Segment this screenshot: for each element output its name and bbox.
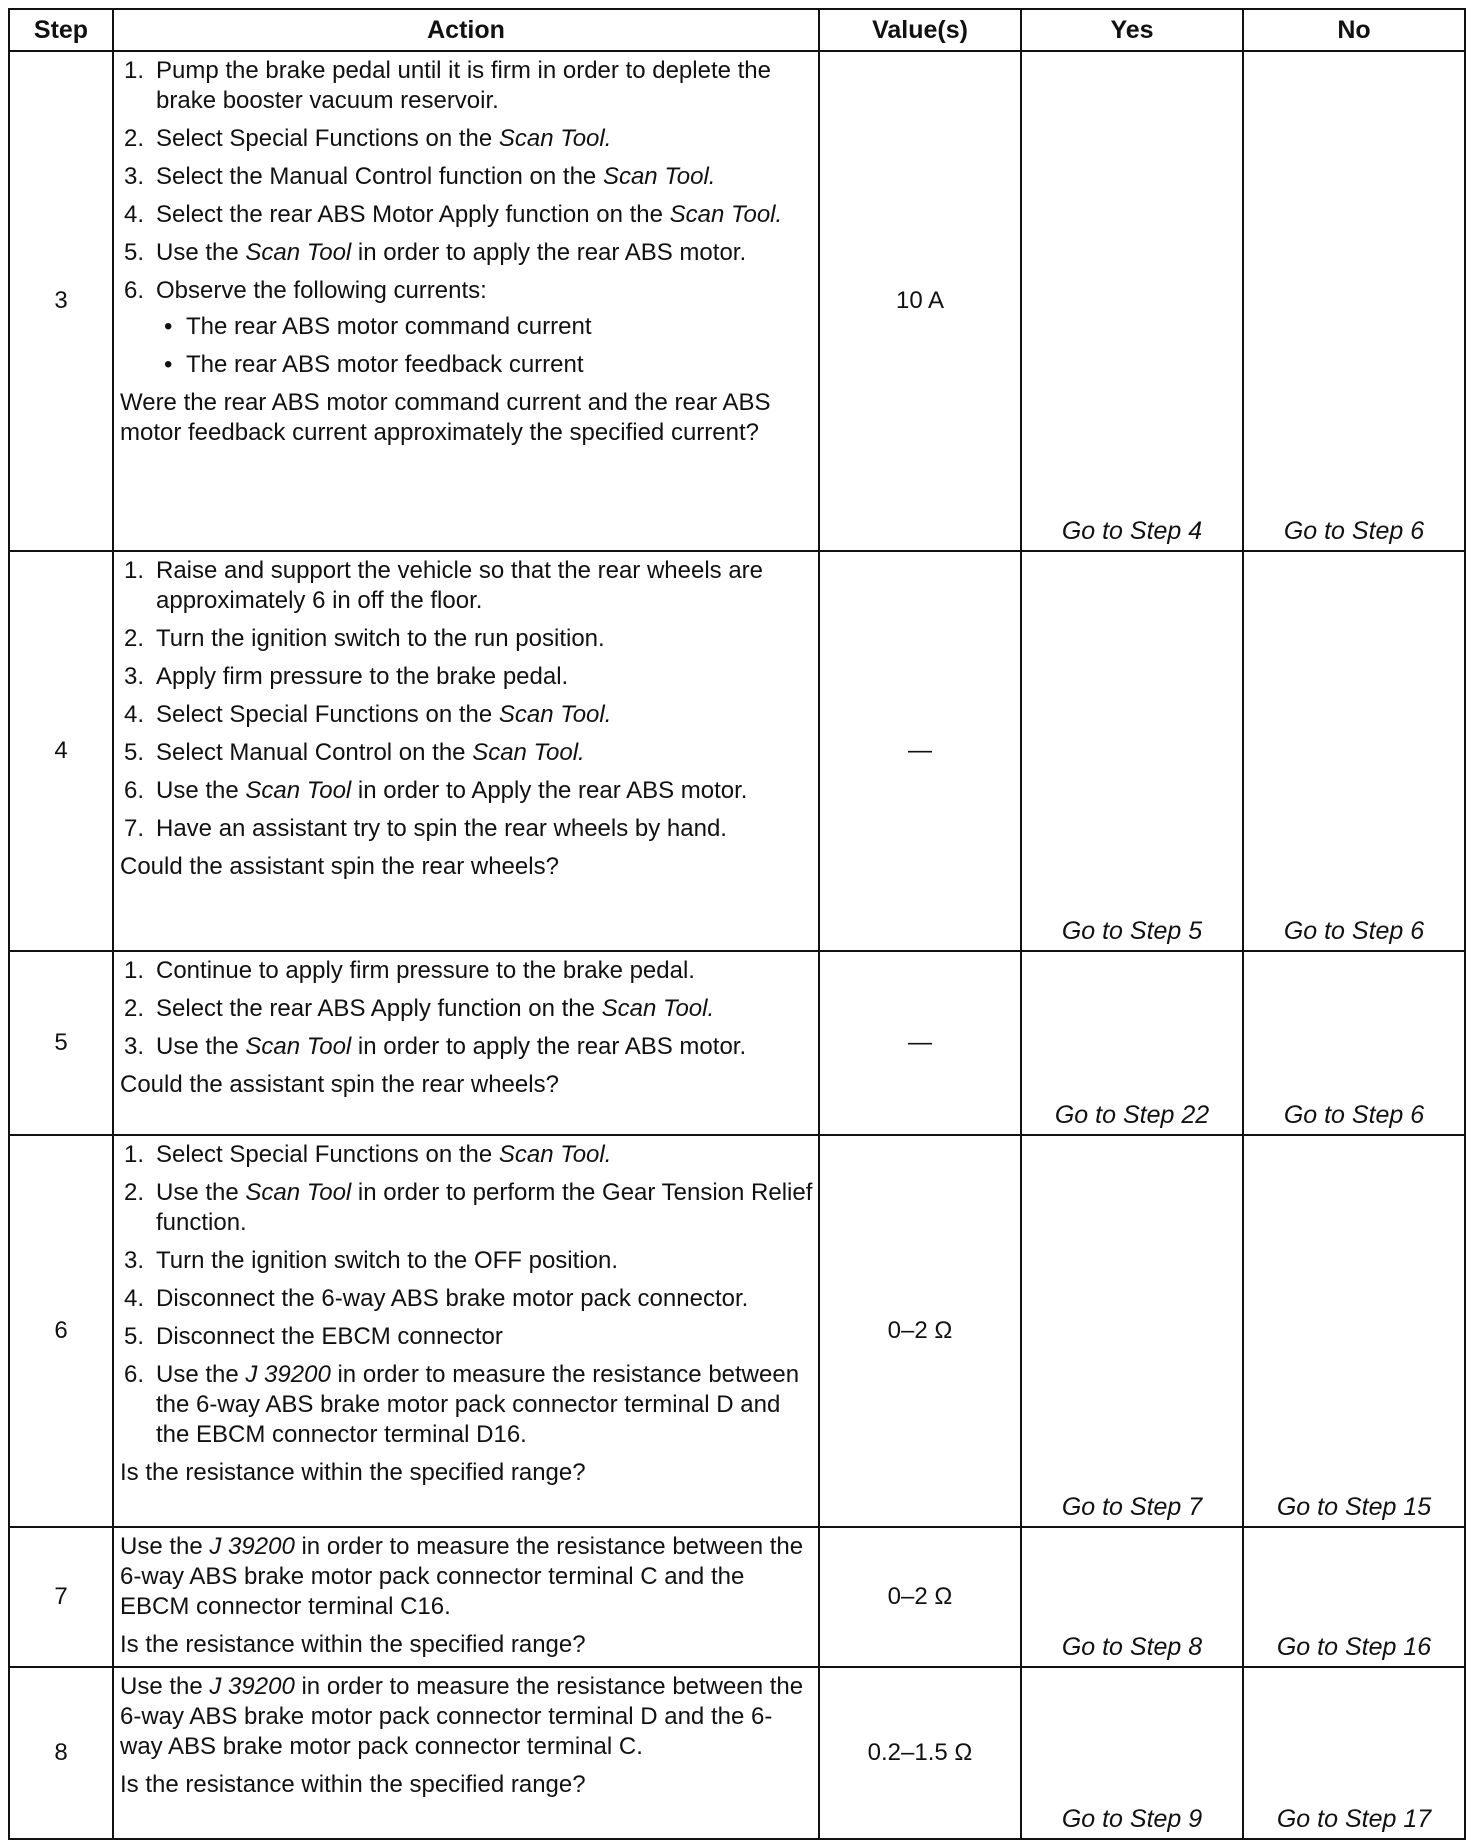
no-goto: Go to Step 16 xyxy=(1243,1527,1465,1667)
italic-term: Scan Tool. xyxy=(498,125,612,152)
action-step-text: Continue to apply firm pressure to the brake pedal. xyxy=(156,957,695,984)
action-step xyxy=(124,276,814,380)
action-cell xyxy=(113,51,819,551)
value-cell: 10 A xyxy=(819,51,1021,551)
question-text: Were the rear ABS motor command current and the rear ABS motor feedback current approximately the specified current? xyxy=(120,389,771,446)
action-step-text: Use the J 39200 in order to measure the resistance between the 6-way ABS brake motor pack connector terminal D and the EBCM connector terminal D16. xyxy=(156,1361,800,1448)
italic-term: Scan Tool. xyxy=(472,739,585,766)
header-action: Action xyxy=(113,9,819,51)
table-row xyxy=(9,551,1465,951)
table-body xyxy=(9,51,1465,1839)
action-cell xyxy=(113,1667,819,1839)
table-row xyxy=(9,1135,1465,1527)
italic-term: Scan Tool. xyxy=(602,163,716,190)
action-step-number: 5. xyxy=(124,239,145,266)
action-step-number: 5. xyxy=(124,739,145,766)
action-step-text: Have an assistant try to spin the rear wheels by hand. xyxy=(156,815,727,842)
step-number: 7 xyxy=(9,1527,113,1667)
action-step-text: Apply firm pressure to the brake pedal. xyxy=(156,663,569,690)
action-step-number: 4. xyxy=(124,701,145,728)
action-step-number: 7. xyxy=(124,815,145,842)
action-step xyxy=(124,1246,814,1276)
action-step xyxy=(124,814,814,844)
action-step-text: Select Special Functions on the Scan Tool. xyxy=(156,1141,612,1168)
action-step xyxy=(124,776,814,806)
action-steps xyxy=(118,1140,814,1450)
yes-goto: Go to Step 8 xyxy=(1021,1527,1243,1667)
action-step-number: 1. xyxy=(124,57,145,84)
yes-goto: Go to Step 9 xyxy=(1021,1667,1243,1839)
step-number: 4 xyxy=(9,551,113,951)
action-step-text: Use the Scan Tool in order to apply the rear ABS motor. xyxy=(156,1033,747,1060)
yes-goto: Go to Step 7 xyxy=(1021,1135,1243,1527)
action-step-number: 3. xyxy=(124,163,145,190)
italic-term: Scan Tool. xyxy=(601,995,715,1022)
italic-term: Scan Tool xyxy=(245,239,352,266)
action-step xyxy=(124,124,814,154)
italic-term: J 39200 xyxy=(209,1673,295,1700)
table-row xyxy=(9,1527,1465,1667)
question-text: Is the resistance within the specified range? xyxy=(120,1459,586,1486)
action-step xyxy=(124,700,814,730)
step-number: 6 xyxy=(9,1135,113,1527)
action-step xyxy=(124,1360,814,1450)
action-step-text: Use the Scan Tool in order to apply the rear ABS motor. xyxy=(156,239,747,266)
action-step-number: 4. xyxy=(124,1285,145,1312)
action-step xyxy=(124,1140,814,1170)
yes-goto: Go to Step 22 xyxy=(1021,951,1243,1135)
value-cell: 0.2–1.5 Ω xyxy=(819,1667,1021,1839)
header-values: Value(s) xyxy=(819,9,1021,51)
question-text: Could the assistant spin the rear wheels? xyxy=(120,853,559,880)
bullet-item: • The rear ABS motor command current xyxy=(186,312,814,342)
action-step-number: 6. xyxy=(124,777,145,804)
action-step-number: 6. xyxy=(124,1361,145,1388)
action-step-text: Observe the following currents: xyxy=(156,277,487,304)
action-steps xyxy=(118,56,814,380)
action-step xyxy=(124,662,814,692)
action-step-number: 6. xyxy=(124,277,145,304)
action-step-number: 1. xyxy=(124,557,145,584)
action-step-text: Select Special Functions on the Scan Tool. xyxy=(156,125,612,152)
action-step-text: Select Manual Control on the Scan Tool. xyxy=(156,739,585,766)
no-goto: Go to Step 6 xyxy=(1243,51,1465,551)
action-step-text: Select the rear ABS Motor Apply function on the Scan Tool. xyxy=(156,201,783,228)
action-step xyxy=(124,238,814,268)
value-cell: 0–2 Ω xyxy=(819,1527,1021,1667)
action-step-number: 2. xyxy=(124,995,145,1022)
action-step-text: Turn the ignition switch to the run position. xyxy=(156,625,605,652)
action-step-number: 3. xyxy=(124,663,145,690)
action-step-text: Raise and support the vehicle so that the rear wheels are approximately 6 in off the floor. xyxy=(156,557,764,614)
italic-term: Scan Tool xyxy=(245,1033,352,1060)
action-cell xyxy=(113,1527,819,1667)
action-step-text: Select the rear ABS Apply function on the Scan Tool. xyxy=(156,995,715,1022)
action-cell xyxy=(113,951,819,1135)
no-goto: Go to Step 17 xyxy=(1243,1667,1465,1839)
action-step xyxy=(124,56,814,116)
action-step-number: 1. xyxy=(124,1141,145,1168)
italic-term: Scan Tool. xyxy=(669,201,783,228)
question-text: Is the resistance within the specified range? xyxy=(120,1631,586,1658)
table-row xyxy=(9,951,1465,1135)
table-row xyxy=(9,1667,1465,1839)
header-step: Step xyxy=(9,9,113,51)
action-step xyxy=(124,738,814,768)
action-steps xyxy=(118,956,814,1062)
header-yes: Yes xyxy=(1021,9,1243,51)
action-step-text: Select the Manual Control function on the Scan Tool. xyxy=(156,163,716,190)
value-cell: — xyxy=(819,951,1021,1135)
action-step-number: 3. xyxy=(124,1033,145,1060)
italic-term: Scan Tool xyxy=(245,1179,352,1206)
action-step xyxy=(124,624,814,654)
action-steps xyxy=(118,556,814,844)
action-step-text: Disconnect the 6-way ABS brake motor pack connector. xyxy=(156,1285,749,1312)
action-cell xyxy=(113,551,819,951)
italic-term: Scan Tool. xyxy=(498,1141,612,1168)
no-goto: Go to Step 6 xyxy=(1243,551,1465,951)
header-row xyxy=(9,9,1465,51)
italic-term: J 39200 xyxy=(209,1533,295,1560)
action-step-text: Use the Scan Tool in order to perform the Gear Tension Relief function. xyxy=(156,1179,813,1236)
action-text: Use the J 39200 in order to measure the resistance between the 6-way ABS brake motor pack connector terminal D and the 6-way ABS brake motor pack connector terminal C. xyxy=(120,1673,804,1760)
action-step xyxy=(124,1322,814,1352)
action-cell xyxy=(113,1135,819,1527)
diagnostic-table xyxy=(8,8,1466,1840)
action-step-number: 2. xyxy=(124,1179,145,1206)
action-step-text: Use the Scan Tool in order to Apply the rear ABS motor. xyxy=(156,777,748,804)
table-row xyxy=(9,51,1465,551)
action-step xyxy=(124,200,814,230)
action-step-text: Select Special Functions on the Scan Tool. xyxy=(156,701,612,728)
italic-term: J 39200 xyxy=(245,1361,331,1388)
action-step-number: 2. xyxy=(124,625,145,652)
action-text: Use the J 39200 in order to measure the resistance between the 6-way ABS brake motor pack connector terminal C and the EBCM connector terminal C16. xyxy=(120,1533,804,1620)
action-step xyxy=(124,1284,814,1314)
action-step xyxy=(124,162,814,192)
action-step-number: 4. xyxy=(124,201,145,228)
action-step-text: Pump the brake pedal until it is firm in order to deplete the brake booster vacuum reservoir. xyxy=(156,57,771,114)
action-step-text: Disconnect the EBCM connector xyxy=(156,1323,503,1350)
question-text: Could the assistant spin the rear wheels? xyxy=(120,1071,559,1098)
step-number: 5 xyxy=(9,951,113,1135)
yes-goto: Go to Step 5 xyxy=(1021,551,1243,951)
action-step xyxy=(124,1032,814,1062)
action-step-text: Turn the ignition switch to the OFF position. xyxy=(156,1247,618,1274)
action-step xyxy=(124,956,814,986)
value-cell: — xyxy=(819,551,1021,951)
action-step xyxy=(124,1178,814,1238)
action-step-number: 1. xyxy=(124,957,145,984)
question-text: Is the resistance within the specified range? xyxy=(120,1771,586,1798)
yes-goto: Go to Step 4 xyxy=(1021,51,1243,551)
header-no: No xyxy=(1243,9,1465,51)
italic-term: Scan Tool xyxy=(245,777,352,804)
bullet-item: • The rear ABS motor feedback current xyxy=(186,350,814,380)
value-cell: 0–2 Ω xyxy=(819,1135,1021,1527)
bullet-list xyxy=(156,312,814,380)
action-step-number: 2. xyxy=(124,125,145,152)
step-number: 3 xyxy=(9,51,113,551)
step-number: 8 xyxy=(9,1667,113,1839)
italic-term: Scan Tool. xyxy=(498,701,612,728)
action-step xyxy=(124,556,814,616)
no-goto: Go to Step 15 xyxy=(1243,1135,1465,1527)
action-step xyxy=(124,994,814,1024)
action-step-number: 3. xyxy=(124,1247,145,1274)
action-step-number: 5. xyxy=(124,1323,145,1350)
no-goto: Go to Step 6 xyxy=(1243,951,1465,1135)
